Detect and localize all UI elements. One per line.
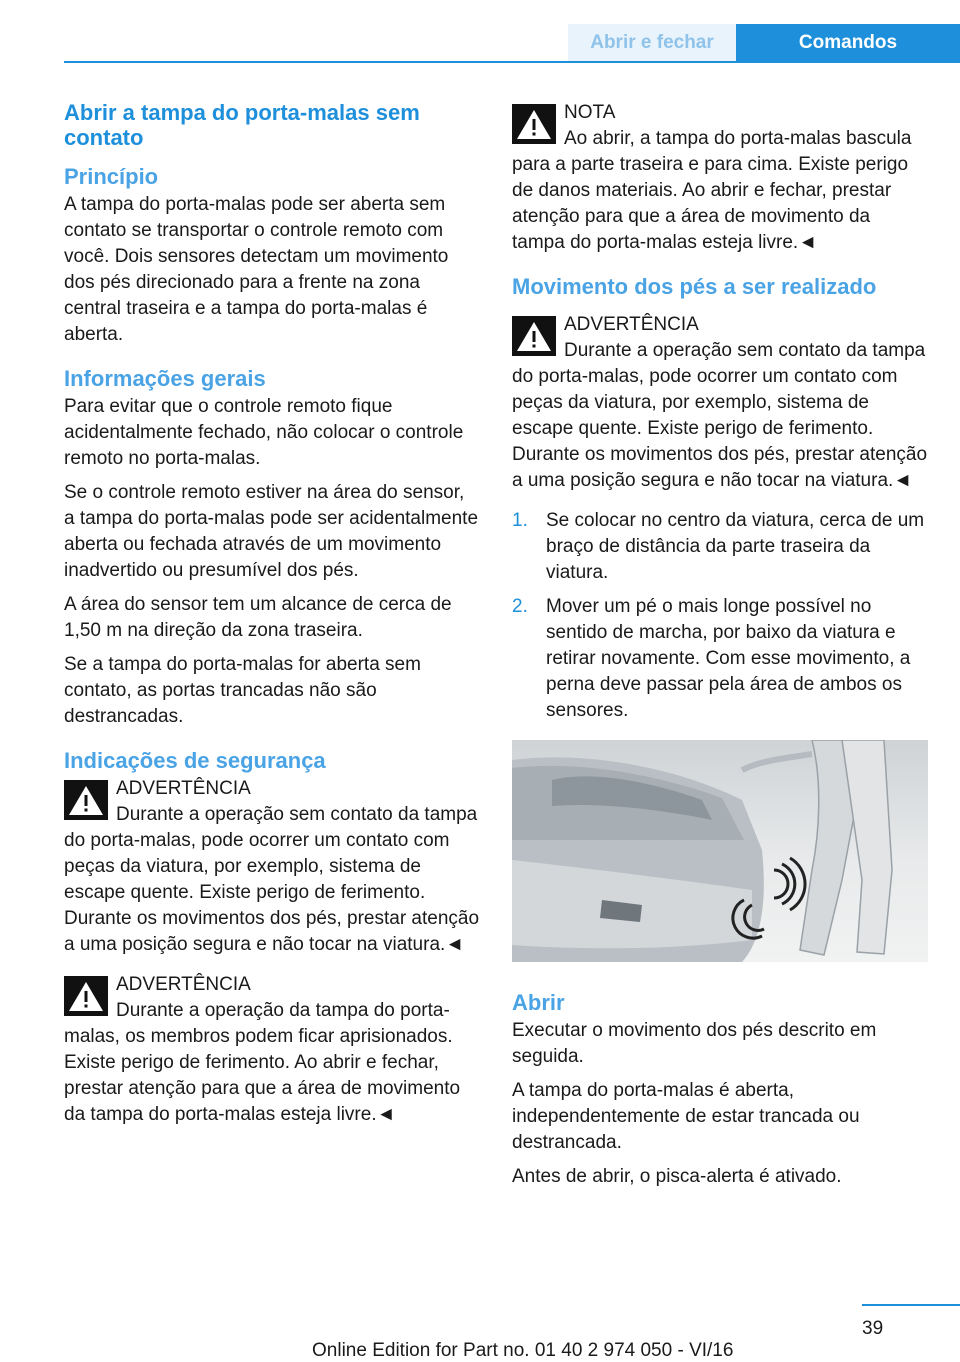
warning-text: Durante a operação sem contato da tampa do porta-malas, pode ocorrer um contato com peças da viatura, por exemplo, sistema de escape quente. Existe perigo de ferimento. Durante os movimentos dos pés, prestar atenção a uma posição segura e não tocar na viatura.◄ <box>512 340 928 491</box>
principle-text: A tampa do porta-malas pode ser aberta sem contato se transportar o controle remoto com você. Dois sensores detectam um movimento dos pés direcionado para a frente na zona central traseira e a tampa do porta-malas é aberta. <box>64 194 449 345</box>
warning-triangle-icon <box>64 780 108 820</box>
section-title: Abrir a tampa do porta-malas sem contato <box>64 100 420 150</box>
page-number: 39 <box>862 1318 884 1339</box>
warning-triangle-icon <box>512 316 556 356</box>
header-rule <box>64 61 960 63</box>
movement-heading: Movimento dos pés a ser realizado <box>512 274 877 299</box>
step-text: Se colocar no centro da viatura, cerca de um braço de distância da parte traseira da viatura. <box>546 510 925 583</box>
warning-title: ADVERTÊNCIA <box>116 778 251 799</box>
footer-rule <box>862 1304 960 1306</box>
general-paragraph-4: Se a tampa do porta-malas for aberta sem contato, as portas trancadas não são destrancadas. <box>64 654 421 727</box>
warning-title: ADVERTÊNCIA <box>116 974 251 995</box>
warning-triangle-icon <box>512 104 556 144</box>
note-text: Ao abrir, a tampa do porta-malas bascula para a parte traseira e para cima. Existe perigo de danos materiais. Ao abrir e fechar, prestar atenção para que a área de movimento da tampa do porta-malas esteja livre.◄ <box>512 128 912 253</box>
warning-block-1 <box>64 776 480 958</box>
step-number: 1. <box>512 510 528 531</box>
list-item <box>512 594 928 724</box>
warning-text: Durante a operação sem contato da tampa do porta-malas, pode ocorrer um contato com peças da viatura, por exemplo, sistema de escape quente. Existe perigo de ferimento. Durante os movimentos dos pés, prestar atenção a uma posição segura e não tocar na viatura.◄ <box>64 804 480 955</box>
edition-footer: Online Edition for Part no. 01 40 2 974 050 - VI/16 <box>312 1340 734 1361</box>
step-text: Mover um pé o mais longe possível no sentido de marcha, por baixo da viatura e retirar novamente. Com esse movimento, a perna deve passar pela área de ambos os sensores. <box>546 596 911 721</box>
warning-title: ADVERTÊNCIA <box>564 314 699 335</box>
note-title: NOTA <box>564 102 616 123</box>
general-heading: Informações gerais <box>64 366 266 391</box>
warning-text: Durante a operação da tampa do porta-malas, os membros podem ficar aprisionados. Existe perigo de ferimento. Ao abrir e fechar, prestar atenção para que a área de movimento da tampa do porta-malas esteja livre.◄ <box>64 1000 461 1125</box>
step-number: 2. <box>512 596 528 617</box>
kick-sensor-illustration <box>512 740 928 962</box>
safety-heading: Indicações de segurança <box>64 748 326 773</box>
note-block <box>512 100 928 256</box>
open-paragraph-1: Executar o movimento dos pés descrito em seguida. <box>512 1020 877 1067</box>
list-item <box>512 508 928 586</box>
general-paragraph-3: A área do sensor tem um alcance de cerca de 1,50 m na direção da zona traseira. <box>64 594 452 641</box>
general-paragraph-2: Se o controle remoto estiver na área do sensor, a tampa do porta-malas pode ser acidentalmente aberta ou fechada através de um movimento inadvertido ou presumível dos pés. <box>64 482 479 581</box>
right-column <box>512 100 928 1198</box>
principle-heading: Princípio <box>64 164 159 189</box>
open-paragraph-3: Antes de abrir, o pisca-alerta é ativado. <box>512 1166 842 1187</box>
open-heading: Abrir <box>512 990 565 1015</box>
tab-abrir-e-fechar[interactable]: Abrir e fechar <box>568 24 736 61</box>
warning-block-3 <box>512 312 928 494</box>
warning-block-2 <box>64 972 480 1128</box>
warning-triangle-icon <box>64 976 108 1016</box>
left-column <box>64 100 480 1136</box>
steps-list <box>512 508 928 724</box>
tab-comandos[interactable]: Comandos <box>736 24 960 61</box>
general-paragraph-1: Para evitar que o controle remoto fique acidentalmente fechado, não colocar o controle remoto no porta-malas. <box>64 396 464 469</box>
open-paragraph-2: A tampa do porta-malas é aberta, independentemente de estar trancada ou destrancada. <box>512 1080 860 1153</box>
car-rear-foot-image <box>512 740 928 962</box>
